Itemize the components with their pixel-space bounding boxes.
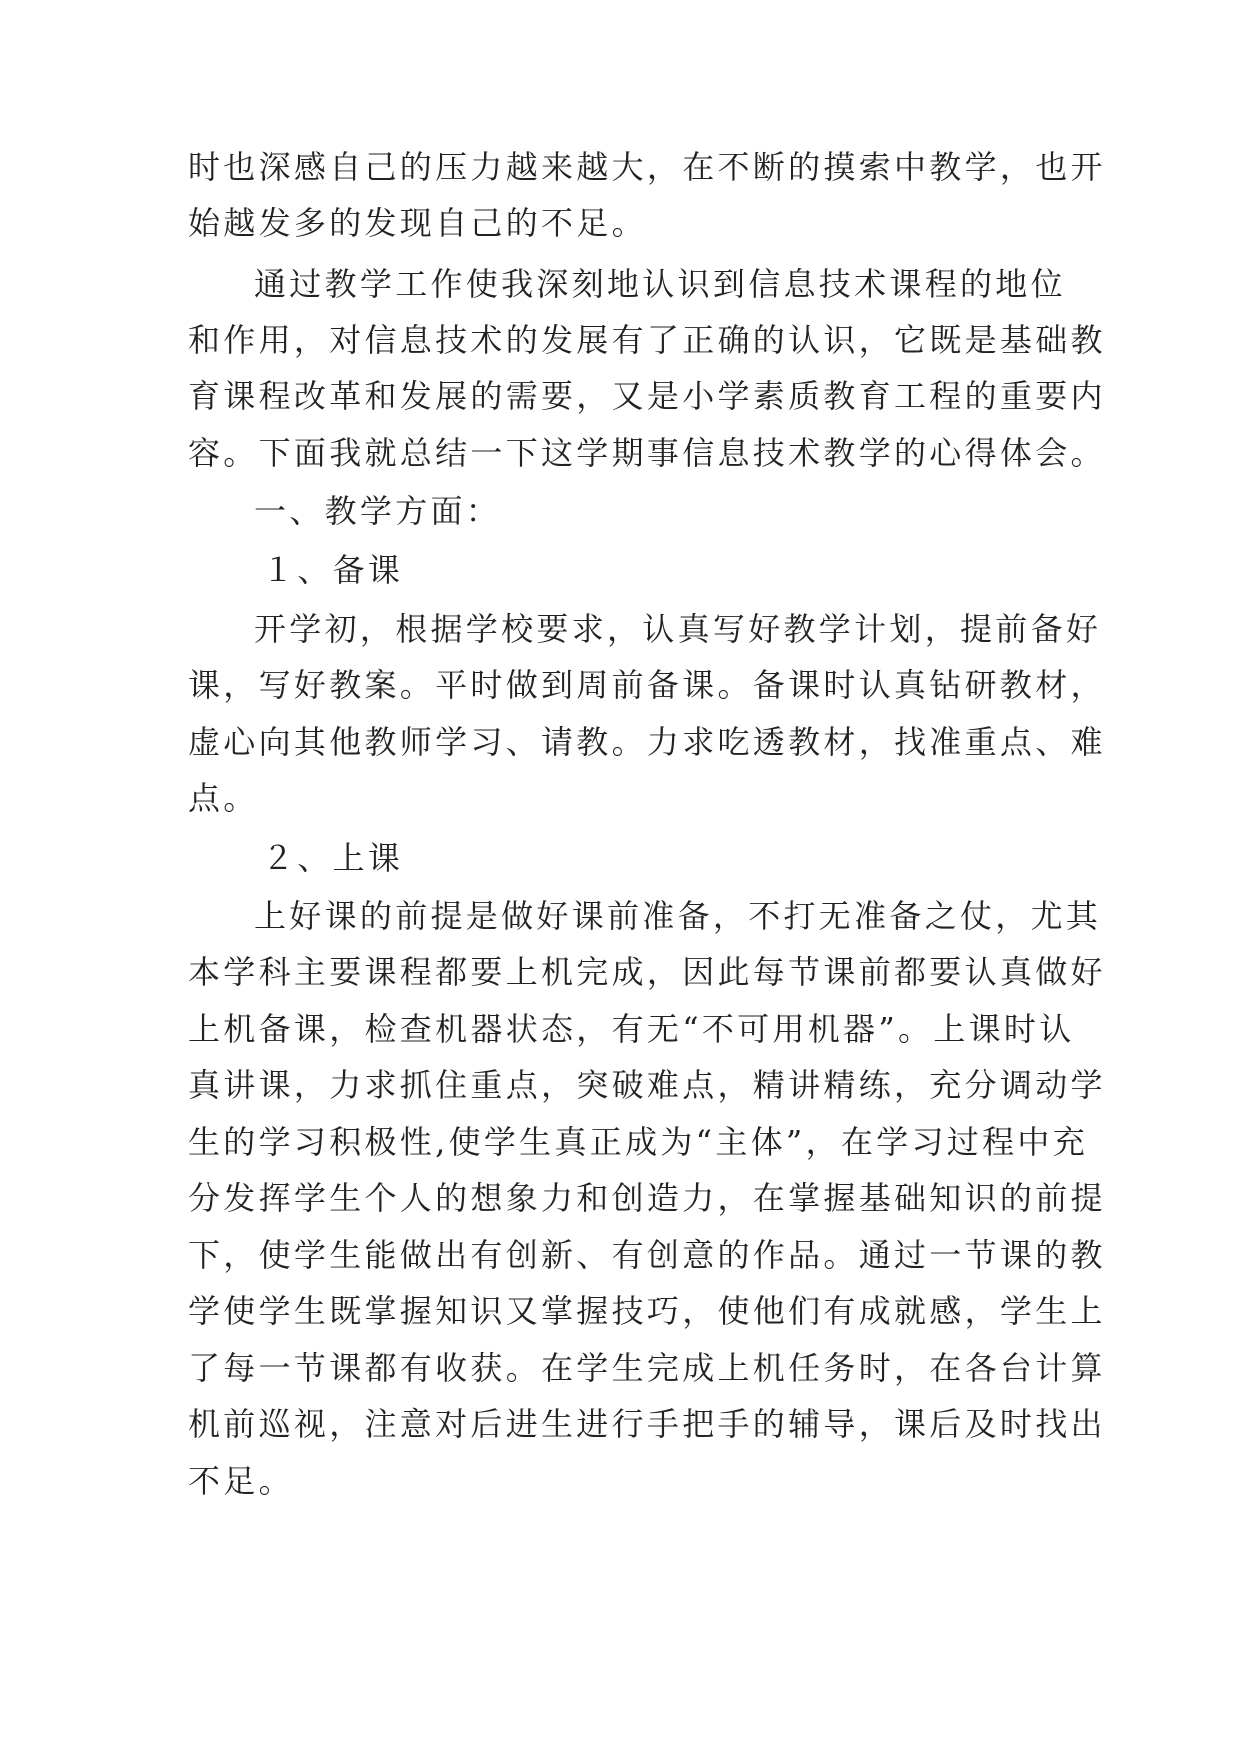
text-line: 真讲课，力求抓住重点，突破难点，精讲精练，充分调动学 [188,1066,1106,1104]
text-line: 时也深感自己的压力越来越大，在不断的摸索中教学，也开 [188,148,1106,186]
text-line: 下，使学生能做出有创新、有创意的作品。通过一节课的教 [188,1236,1106,1274]
text-line: 点。 [188,779,259,817]
text-line: 课，写好教案。平时做到周前备课。备课时认真钻研教材， [188,666,1106,704]
text-line: 了每一节课都有收获。在学生完成上机任务时，在各台计算 [188,1349,1106,1387]
text-line: 和作用，对信息技术的发展有了正确的认识，它既是基础教 [188,321,1106,359]
text-line: 本学科主要课程都要上机完成，因此每节课前都要认真做好 [188,953,1106,991]
paragraph-start-line: 开学初，根据学校要求，认真写好教学计划，提前备好 [254,610,1102,648]
text-line: 机前巡视，注意对后进生进行手把手的辅导，课后及时找出 [188,1405,1106,1443]
text-line: 分发挥学生个人的想象力和创造力，在掌握基础知识的前提 [188,1179,1106,1217]
text-line: 学使学生既掌握知识又掌握技巧，使他们有成就感，学生上 [188,1292,1106,1330]
text-line: 虚心向其他教师学习、请教。力求吃透教材，找准重点、难 [188,723,1106,761]
subsection-heading: １、备课 [262,551,404,589]
paragraph-start-line: 上好课的前提是做好课前准备，不打无准备之仗，尤其 [254,897,1102,935]
text-line: 不足。 [188,1462,294,1500]
text-line: 生的学习积极性,使学生真正成为“主体”，在学习过程中充 [188,1123,1088,1161]
section-heading: 一、教学方面： [254,492,502,530]
text-line: 始越发多的发现自己的不足。 [188,204,647,242]
text-line: 上机备课，检查机器状态，有无“不可用机器”。上课时认 [188,1010,1075,1048]
paragraph-start-line: 通过教学工作使我深刻地认识到信息技术课程的地位 [254,265,1066,303]
subsection-heading: ２、上课 [262,839,404,877]
text-line: 育课程改革和发展的需要，又是小学素质教育工程的重要内 [188,377,1106,415]
text-line: 容。下面我就总结一下这学期事信息技术教学的心得体会。 [188,434,1106,472]
